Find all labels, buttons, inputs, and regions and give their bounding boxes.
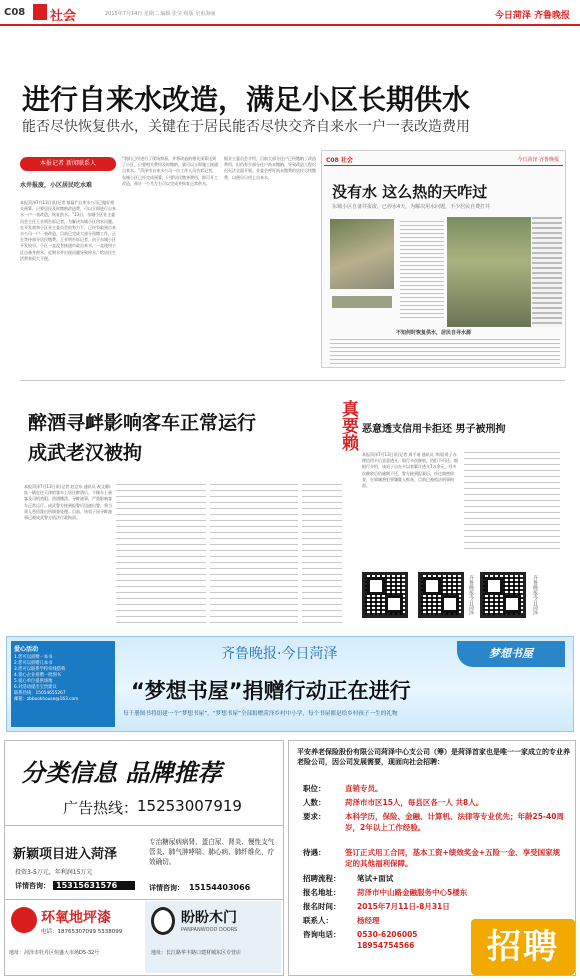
brand-a-phone: 电话：18765307099 5338099	[41, 929, 123, 935]
story2-title-2: 成武老汉被拘	[28, 442, 143, 464]
dream-bookhouse-banner	[6, 636, 574, 732]
project-detail: 投资3-5万元，年利润15万元	[15, 869, 93, 876]
hotline-number: 15253007919	[137, 797, 242, 815]
brand-b-name: 盼盼木门	[181, 910, 237, 926]
preview-divider	[324, 165, 563, 166]
recruit-row-1-value: 菏泽市市区15人，每县区各一人 共8人。	[345, 798, 484, 807]
story3-body-col2	[464, 452, 560, 552]
preview-text-a	[400, 221, 444, 321]
story2-body-col2	[116, 484, 206, 624]
classified-rule-2	[5, 899, 283, 900]
header-info: 2015年7月14日 星期二 编辑 张莹 组版 皇甫海丽	[105, 11, 216, 17]
story2-body-col1: 本报菏泽7月13日讯(记者 赵念东 通讯员 祝文静)连一辆在往天津的客车上居民醉酒后，不顾车上乘客及司机劝阻，借酒撒泼、寻衅滋事，严重影响客车正常运行。成武警方接到报警后迅速出警，将当事人带回派出所调查处理。目前，该男子因寻衅滋事已被成武警方依法行政拘留。	[24, 484, 112, 521]
preview-photo-side	[532, 217, 562, 327]
preview-brand: 今日菏泽 齐鲁晚报	[517, 157, 559, 163]
recruit-row-2-label: 要求：	[303, 812, 326, 821]
recruit-row-7-label: 联系人：	[303, 916, 333, 925]
health-phone: 15154403066	[189, 883, 251, 892]
lead-tag-sub: 水井报废，小区居民吃水难	[20, 182, 93, 189]
project-phone-label: 详情咨询：	[15, 882, 50, 890]
sidebar-page-preview	[321, 150, 566, 368]
lead-body-col1: 本报菏泽7月13日讯(记者 郁磊)“自来水公司已做好相关预算，只要居民及时缴纳改造费，可以立即进行自来水一户一表改造，恢复供水。”13日，东城小区业主委员会主任王业明告诉记者，为解决东城小区用水问题，在开发商和小区业主委员会的努力下，已经争取到自来水公司一户一表改造，目前已完成大部分预缴工作，正在等待部分居民缴费。王业明告诉记者，由于东城小区开发较早，小区一直没有接通市政自来水，一直使用小区自备井供水，近期水井出现问题导致停水，给居民生活带来很大不便。	[20, 200, 116, 261]
recruit-row-4-value: 笔试+面试	[357, 874, 394, 883]
banner-desc: 每千册图书将组建一个“梦想书屋”，“梦想书屋”全部捐赠菏泽乡村中小学，每个书屋都是给乡村孩子一生的礼物	[123, 711, 398, 717]
preview-photo-small	[332, 296, 392, 308]
recruit-row-3-label: 待遇：	[303, 848, 326, 857]
recruit-row-0-label: 职位：	[303, 784, 326, 793]
classified-title: 分类信息 品牌推荐	[21, 758, 222, 787]
banner-left-item: 邮箱：zbbookhouse@163.com	[14, 697, 79, 702]
brand-b-address: 地址：长江路华丰路口建材城东区专营店	[151, 950, 242, 956]
recruit-row-2-value: 本科学历，保险、金融、计算机、法律等专业优先；年龄25-40周岁，2年以上工作经验。	[345, 812, 564, 832]
banner-left-panel	[11, 641, 115, 727]
preview-headline: 没有水 这么热的天咋过	[332, 183, 488, 201]
preview-photo-large	[447, 217, 531, 327]
banner-left-item: 4.爱心企业捐赠一批图书	[14, 673, 62, 678]
recruit-row-0-value: 直销专员。	[345, 784, 383, 793]
preview-photo	[330, 219, 394, 289]
qr-code-left-2	[418, 572, 464, 618]
preview-page-label: C08 社会	[326, 157, 353, 164]
banner-brand: 齐鲁晚报·今日菏泽	[221, 646, 338, 662]
brand-a-address: 地址：菏泽市牡丹区恒盛大市场D5-32号	[9, 950, 100, 956]
recruit-row-6-label: 报名时间：	[303, 902, 341, 911]
brand-a-name: 环氧地坪漆	[41, 910, 111, 926]
lead-body-col3: 据业主委员会介绍，目前大部分住户已经缴纳了改造费用，但仍有少部分住户尚未缴纳，导致改造工程迟迟无法全面开展。业委会呼吁尚未缴费的居民尽快缴费，以便早日用上自来水。	[224, 156, 316, 180]
story3-vertical: 真要赖	[338, 400, 358, 451]
recruit-row-5-value: 菏泽市中山路金融服务中心5楼东	[357, 888, 468, 897]
story2-body-col3	[210, 484, 298, 624]
lead-tag	[20, 157, 116, 171]
recruit-row-3-value: 签订正式用工合同，基本工资+绩效奖金+五险一金、享受国家规定的其他福利保障。	[345, 848, 561, 868]
recruit-row-6-value: 2015年7月11日-8月31日	[357, 902, 450, 911]
recruit-stamp	[471, 919, 575, 975]
banner-left-item: 1.您可以捐赠一本书	[14, 655, 53, 660]
preview-text-b	[330, 339, 560, 365]
brand-a-logo	[11, 907, 37, 933]
classified-rule	[5, 825, 283, 826]
lead-tag-text: 本报记者 新闻联系人	[40, 160, 96, 167]
banner-logo	[457, 641, 565, 667]
section-title: 社会	[50, 9, 77, 24]
lead-body-col2: “我们已经进行了现场察看，并将改造的相关预算送到了小区，只要相关费用及时缴纳，就可以立即施工接通自来水。”菏泽市自来水公司一位工作人员告诉记者，东城小区已经完成预算，只要居民缴齐费用，即可开工改造，预计一个月左右可以完成并恢复正常供水。	[122, 156, 218, 186]
banner-left-title: 爱心活动	[14, 646, 39, 653]
recruit-row-8-value: 0530-6206005 18954754566	[357, 930, 418, 950]
qr-code-left	[362, 572, 408, 618]
banner-left-item: 2.您可以捐赠几本书	[14, 661, 53, 666]
recruit-row-5-label: 报名地址：	[303, 888, 341, 897]
header-brand: 今日菏泽 齐鲁晚报	[494, 11, 570, 21]
recruit-row-8-label: 咨询电话：	[303, 930, 341, 939]
recruit-intro: 平安养老保险股份有限公司菏泽中心支公司（筹）是菏泽首家也是唯一一家成立的专业养老险公司，因公司发展需要，现面向社会招聘：	[297, 748, 570, 766]
brand-b-sub: PANPANWOOD DOORS	[181, 927, 238, 933]
lead-headline: 进行自来水改造，满足小区长期供水	[22, 83, 471, 116]
qr-caption-right: 齐鲁晚报今日菏泽	[532, 575, 538, 615]
story2-title-1: 醉酒寻衅影响客车正常运行	[28, 412, 257, 434]
recruit-stamp-text: 招聘	[487, 927, 559, 967]
story3-title: 恶意透支信用卡拒还 男子被刑拘	[362, 424, 506, 435]
recruit-row-4-label: 招聘流程：	[303, 874, 341, 883]
banner-left-item: 联系热线：15054655267	[14, 691, 66, 696]
banner-left-item: 3.您可以联系学校牵线搭桥	[14, 667, 66, 672]
section-badge	[33, 4, 47, 20]
preview-subhead: 东城小区自备井报废，已停水4天，为解决用水问题，不少居民自费打井	[332, 204, 491, 210]
classified-block	[4, 740, 284, 976]
lead-subhead: 能否尽快恢复供水，关键在于居民能否尽快交齐自来水一户一表改造费用	[22, 119, 470, 135]
qr-code-right	[480, 572, 526, 618]
banner-logo-text: 梦想书屋	[489, 647, 533, 660]
panda-icon	[151, 907, 175, 935]
project-phone: 15315631576	[53, 881, 135, 890]
recruit-row-7-value: 杨经理	[357, 916, 380, 925]
banner-left-item: 5.爱心单位提供场地	[14, 679, 53, 684]
banner-left-item: 6.对活动提出宝贵建议	[14, 685, 57, 690]
health-phone-label: 详情咨询：	[149, 884, 184, 892]
hotline-label: 广告热线：	[63, 799, 139, 817]
story2-body-col4	[302, 484, 342, 624]
qr-caption-left: 齐鲁晚报今日菏泽	[468, 575, 474, 615]
page-code: C08	[4, 7, 26, 18]
project-title: 新颖项目进入菏泽	[13, 847, 118, 862]
preview-caption: 不知何时恢复供水，居民自寻水源	[396, 330, 472, 336]
recruit-block	[288, 740, 576, 976]
story3-body: 本报菏泽7月13日讯(记者 周千诸 通讯员 李闯)男子办理信用卡后恶意透支，银行多次催收，仍拒不归还。据银行介绍，该男子自办卡以来累计透支7万余元，经多次催收后仍逾期不还。警方接到报案后，经过缜密侦查，在郓城将犯罪嫌疑人抓获，目前已被依法刑事拘留。	[362, 452, 458, 489]
banner-title: “梦想书屋”捐赠行动正在进行	[131, 679, 411, 703]
recruit-row-1-label: 人数：	[303, 798, 326, 807]
divider-1	[20, 380, 565, 381]
health-text: 专治糖尿病病肾、蛋白尿、肾炎、慢性支气管炎、肺气肿哮喘、肺心病、肺纤维化，疗效确切。	[149, 838, 275, 866]
page-header	[0, 0, 580, 26]
